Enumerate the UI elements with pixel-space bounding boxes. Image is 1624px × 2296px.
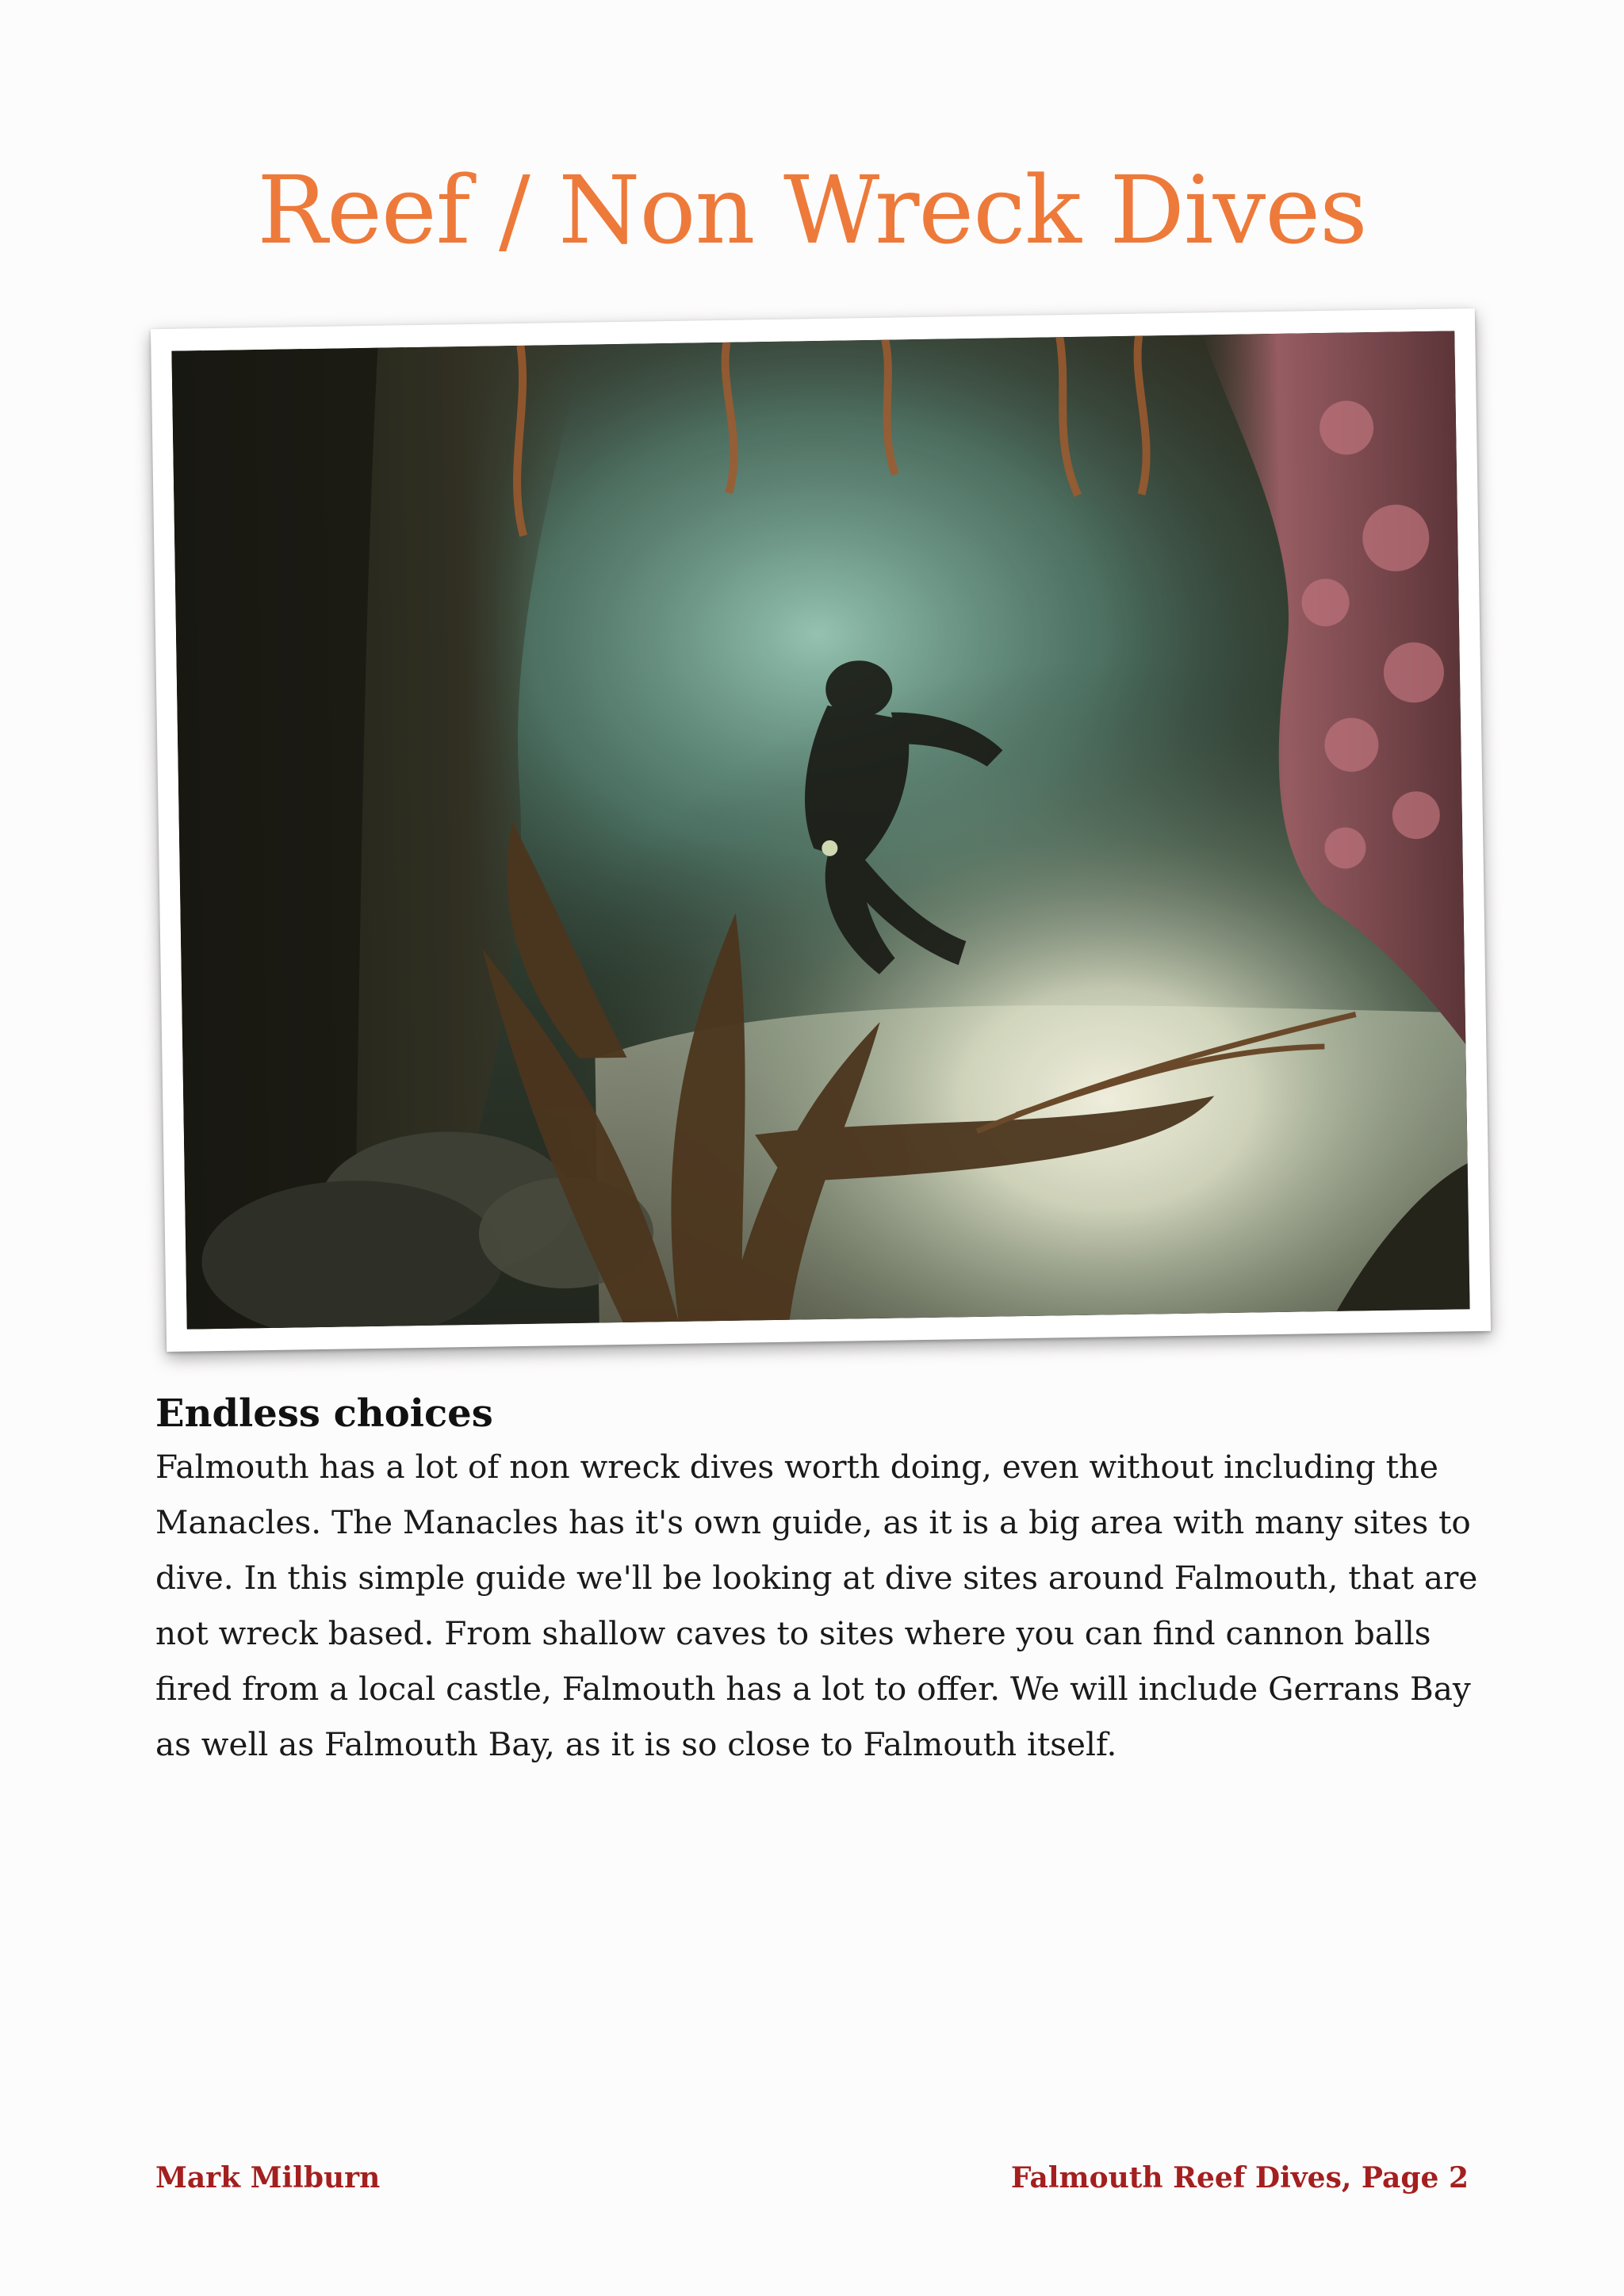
underwater-photo: [171, 331, 1469, 1329]
footer-author: Mark Milburn: [155, 2161, 381, 2195]
footer-page-label: Falmouth Reef Dives, Page 2: [1010, 2161, 1469, 2195]
page-title: Reef / Non Wreck Dives: [257, 155, 1367, 265]
section-heading: Endless choices: [155, 1391, 493, 1436]
photo-frame: [151, 308, 1491, 1352]
underwater-scene-illustration: [171, 331, 1469, 1329]
body-paragraph: Falmouth has a lot of non wreck dives worth doing, even without including the Manacles. The Manacles has it's own guide, as it is a big area with many sites to dive. In this simple guide we'll be looking at dive sites around Falmouth, that are not wreck based. From shallow caves to sites where you can find cannon balls fired from a local castle, Falmouth has a lot to offer. We will include Gerrans Bay as well as Falmouth Bay, as it is so close to Falmouth itself.: [155, 1448, 1478, 1763]
